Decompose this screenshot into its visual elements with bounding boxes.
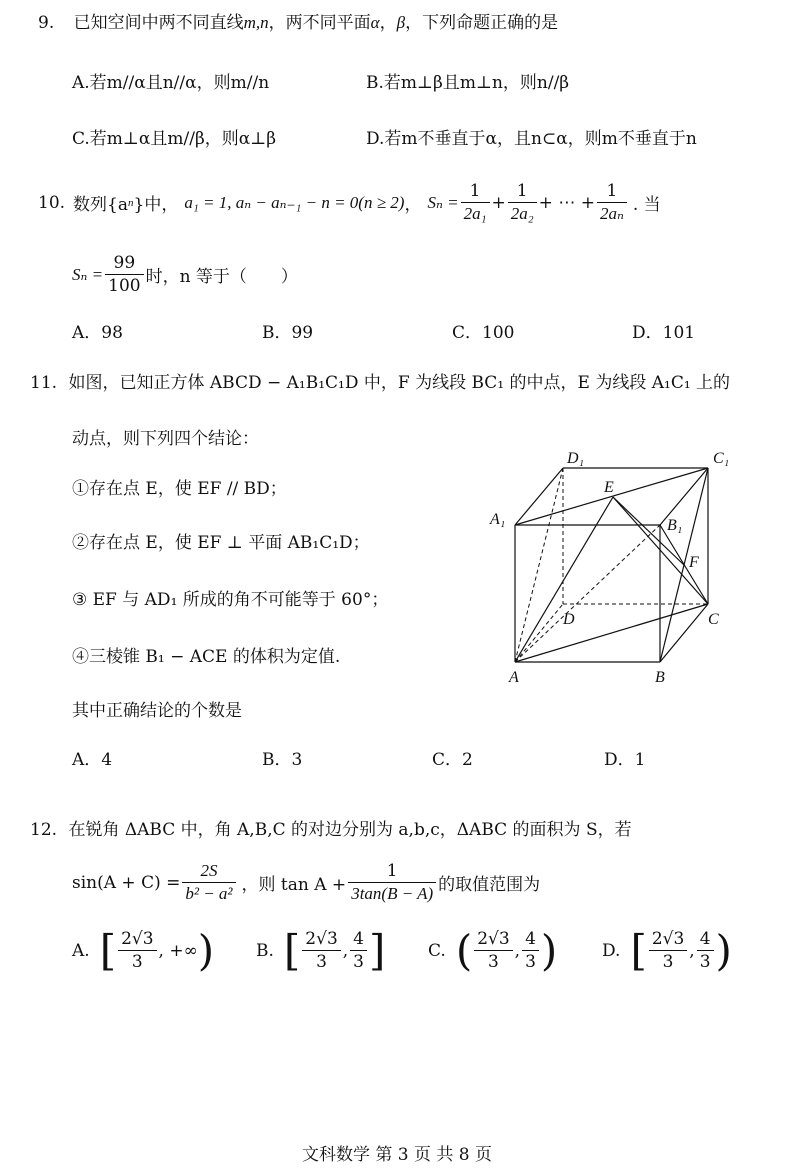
label-c1: C₁: [713, 450, 730, 467]
label-d1: D₁: [567, 450, 585, 467]
segment-b1-c: [660, 525, 708, 604]
q10-option-a: A．98: [72, 323, 123, 343]
q10-number: 10.: [38, 192, 66, 213]
q11-option-c: C．2: [432, 750, 473, 770]
q9-stem: 9. 已知空间中两不同直线m,n，两不同平面α，β，下列命题正确的是: [38, 13, 559, 33]
q12-condition: sin(A + C) = $\frac{2S}{\text{b² − a²}}$ ，则 tan A + $\frac{1}{3\tan(B - A)}$ 的取值范围为: [72, 861, 541, 903]
q10-stem: 10. 数列{a n }中， a₁ = 1, aₙ − aₙ₋₁ − n = 0(n ≥ 2) ， Sₙ = $\frac{1}{\text{2a₁}}$ + $\frac{1}{\text{2a₂}}$ + ⋯ + $\frac{1}{\text{2aₙ}}$ . 当: [38, 181, 661, 223]
q10-condition: a₁ = 1, aₙ − aₙ₋₁ − n = 0(n ≥ 2): [184, 192, 405, 212]
q11-option-a: A．4: [72, 750, 113, 770]
q10-fraction-n: $\frac{1}{\text{2aₙ}}$: [597, 180, 627, 225]
q12-option-c: C. ( $\frac{2√3}{3}$ , $\frac{4}{3}$ ): [428, 925, 558, 975]
q11-line2: 动点，则下列四个结论：: [72, 429, 259, 449]
q10-target-fraction: $\frac{99}{100}$: [105, 252, 143, 297]
label-a: A: [509, 669, 519, 686]
q11-ask: 其中正确结论的个数是: [72, 701, 242, 721]
q9-option-b: B.若m⊥β且m⊥n，则n//β: [366, 73, 570, 93]
hidden-segment-a-b1: [515, 525, 660, 662]
q12-option-a: A. [ $\frac{2√3}{3}$ , +∞ ): [72, 925, 215, 975]
q11-option-b: B．3: [262, 750, 303, 770]
q10-line2: Sₙ = $\frac{99}{100}$ 时，n 等于（ ）: [72, 253, 298, 296]
q12-tan-fraction: $\frac{1}{3\tan(B - A)}$: [348, 860, 436, 905]
label-f: F: [689, 554, 699, 571]
q12-number: 12.: [30, 820, 58, 840]
label-b1: B₁: [667, 517, 683, 534]
q9-number: 9.: [38, 13, 55, 33]
label-e: E: [604, 479, 614, 496]
page-footer: 文科数学 第 3 页 共 8 页: [301, 1145, 493, 1165]
q9-option-c: C.若m⊥α且m//β，则α⊥β: [72, 129, 277, 149]
q10-option-c: C．100: [452, 323, 515, 343]
q11-conclusion-4: ④三棱锥 B₁ − ACE 的体积为定值.: [72, 647, 341, 667]
q10-option-b: B．99: [262, 323, 314, 343]
label-a1: A₁: [490, 511, 506, 528]
q12-option-d: D. [ $\frac{2√3}{3}$ , $\frac{4}{3}$ ): [602, 925, 732, 975]
q12-area-fraction: $\frac{2S}{\text{b² − a²}}$: [182, 860, 235, 905]
label-c: C: [708, 611, 719, 628]
q11-conclusion-3: ③ EF 与 AD₁ 所成的角不可能等于 60°；: [72, 590, 389, 610]
q12-option-b: B. [ $\frac{2√3}{3}$ , $\frac{4}{3}$ ]: [256, 925, 386, 975]
q12-stem: 12. 在锐角 ΔABC 中，角 A,B,C 的对边分别为 a,b,c，ΔABC 的面积为 S，若: [30, 820, 632, 840]
q11-option-d: D．1: [604, 750, 646, 770]
cube-figure: [480, 440, 750, 690]
q10-option-d: D．101: [632, 323, 696, 343]
q9-option-a: A.若m//α且n//α，则m//n: [72, 73, 270, 93]
q11-conclusion-2: ②存在点 E，使 EF ⊥ 平面 AB₁C₁D；: [72, 533, 370, 553]
q10-fraction-2: $\frac{1}{\text{2a₂}}$: [508, 180, 537, 225]
q11-conclusion-1: ①存在点 E，使 EF // BD；: [72, 479, 287, 499]
label-b: B: [655, 669, 665, 686]
label-d: D: [563, 611, 575, 628]
q10-fraction-1: $\frac{1}{\text{2a₁}}$: [461, 180, 490, 225]
q9-option-d: D.若m不垂直于α，且n⊂α，则m不垂直于n: [366, 129, 697, 149]
q11-stem: 11. 如图，已知正方体 ABCD − A₁B₁C₁D 中，F 为线段 BC₁ 的中点，E 为线段 A₁C₁ 上的: [30, 373, 731, 393]
q11-number: 11.: [30, 373, 58, 393]
